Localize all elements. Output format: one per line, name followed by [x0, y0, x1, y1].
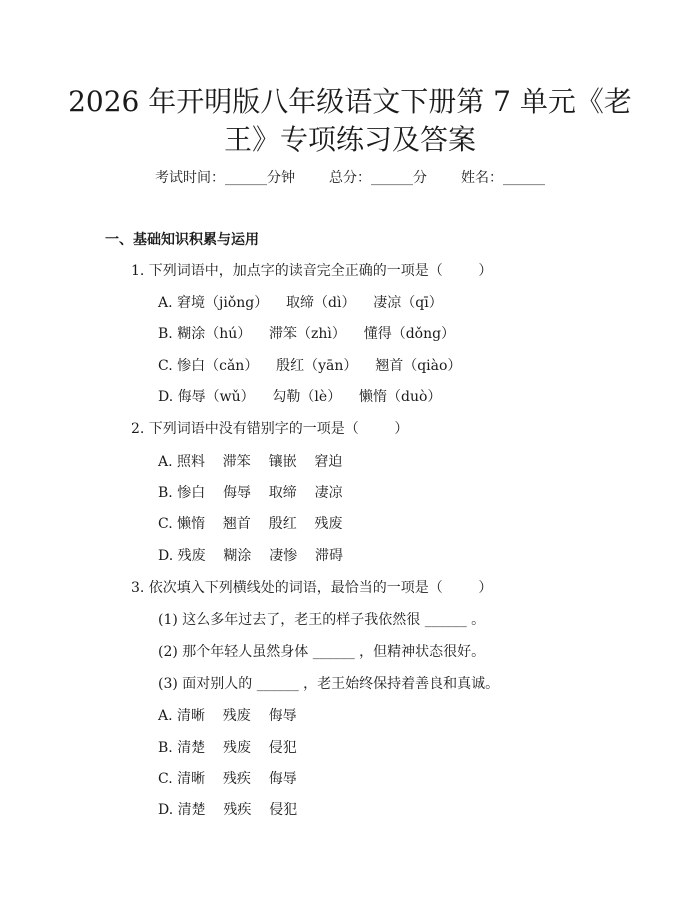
question-1-option-c: C. 惨白（cǎn） 殷红（yān） 翘首（qiào） — [158, 358, 462, 374]
question-2-option-a: A. 照料 滞笨 镶嵌 窘迫 — [158, 454, 343, 470]
exam-time-field: 考试时间：______分钟 — [155, 170, 295, 186]
total-score-field: 总分：______分 — [329, 170, 427, 186]
question-2-option-c: C. 懒惰 翘首 殷红 残废 — [158, 516, 343, 532]
question-1-option-a: A. 窘境（jiǒng） 取缔（dì） 凄凉（qī） — [158, 295, 443, 311]
exam-meta — [0, 168, 700, 188]
question-3-stem: 3. 依次填入下列横线处的词语，最恰当的一项是（ ） — [131, 580, 493, 596]
question-3-option-b: B. 清楚 残废 侵犯 — [158, 740, 297, 756]
question-3-option-c: C. 清晰 残疾 侮辱 — [158, 771, 297, 787]
question-3-option-d: D. 清楚 残疾 侵犯 — [158, 802, 298, 818]
question-3-blank-1: (1) 这么多年过去了，老王的样子我依然很 ______ 。 — [158, 612, 486, 628]
question-2-option-b: B. 惨白 侮辱 取缔 凄凉 — [158, 485, 343, 501]
question-3-blank-2: (2) 那个年轻人虽然身体 ______ ，但精神状态很好。 — [158, 644, 486, 660]
document-title-line-2: 王》专项练习及答案 — [223, 123, 476, 156]
question-3-blank-3: (3) 面对别人的 ______ ，老王始终保持着善良和真诚。 — [158, 676, 500, 692]
document-title-line-1: 2026 年开明版八年级语文下册第 7 单元《老 — [68, 85, 632, 118]
question-1-option-d: D. 侮辱（wǔ） 勾勒（lè） 懒惰（duò） — [158, 389, 442, 405]
question-1-option-b: B. 糊涂（hú） 滞笨（zhì） 懂得（dǒng） — [158, 326, 456, 342]
question-1-stem: 1. 下列词语中，加点字的读音完全正确的一项是（ ） — [131, 263, 493, 279]
question-3-option-a: A. 清晰 残废 侮辱 — [158, 708, 297, 724]
section-heading: 一、基础知识积累与运用 — [105, 232, 259, 248]
question-2-stem: 2. 下列词语中没有错别字的一项是（ ） — [131, 421, 409, 437]
question-2-option-d: D. 残废 糊涂 凄惨 滞碍 — [158, 548, 344, 564]
student-name-field: 姓名：______ — [461, 170, 545, 186]
